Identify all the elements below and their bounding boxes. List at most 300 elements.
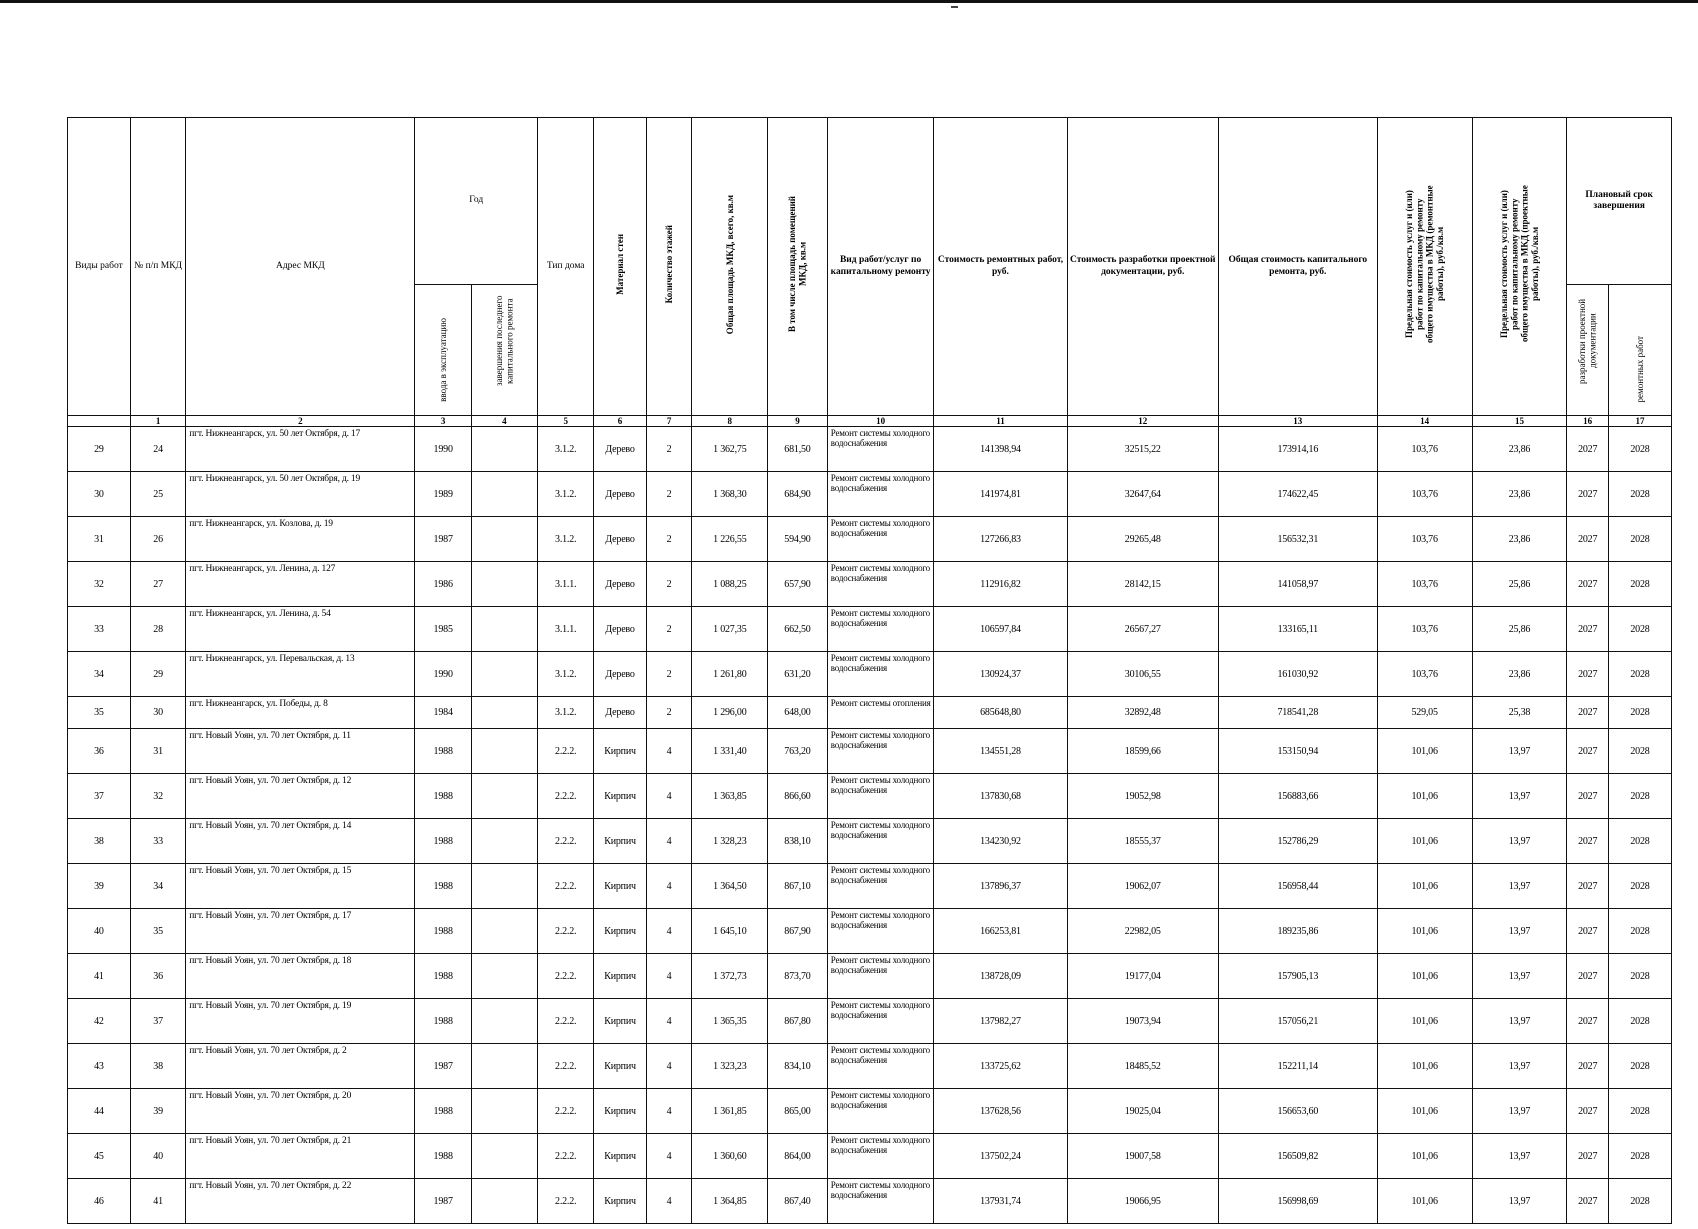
cell-floors: 4 xyxy=(646,774,692,819)
cell-address: пгт. Нижнеангарск, ул. Ленина, д. 127 xyxy=(186,562,415,607)
cell-address: пгт. Новый Уоян, ул. 70 лет Октября, д. 15 xyxy=(186,864,415,909)
cell-total-cost: 156998,69 xyxy=(1218,1179,1377,1224)
cell-year-commissioned: 1988 xyxy=(415,729,471,774)
cell-house-type: 2.2.2. xyxy=(537,999,593,1044)
cell-repair-cost: 137830,68 xyxy=(934,774,1067,819)
cell-floors: 4 xyxy=(646,1089,692,1134)
cell-limit-repair: 101,06 xyxy=(1377,1089,1472,1134)
header-work-type: Виды работ xyxy=(68,118,131,416)
cell-wall-material: Кирпич xyxy=(594,1134,646,1179)
cell-wall-material: Дерево xyxy=(594,562,646,607)
cell-repair-cost: 137502,24 xyxy=(934,1134,1067,1179)
cell-service-type: Ремонт системы холодного водоснабжения xyxy=(827,1089,934,1134)
header-limit-repair: Предельная стоимость услуг и (или) работ по капитальному ремонту общего имущества в МКД (ремонтные работы), руб./кв.м xyxy=(1403,185,1445,344)
cell-wall-material: Дерево xyxy=(594,697,646,729)
cell-term-repair: 2028 xyxy=(1608,909,1671,954)
cell-address: пгт. Новый Уоян, ул. 70 лет Октября, д. 14 xyxy=(186,819,415,864)
cell-year-last-repair xyxy=(471,819,537,864)
cell-wall-material: Кирпич xyxy=(594,1089,646,1134)
cell-term-design: 2027 xyxy=(1567,427,1609,472)
cell-address: пгт. Нижнеангарск, ул. Ленина, д. 54 xyxy=(186,607,415,652)
table-row xyxy=(68,427,1672,472)
column-number: 10 xyxy=(827,416,934,427)
cell-service-type: Ремонт системы холодного водоснабжения xyxy=(827,1044,934,1089)
table-row xyxy=(68,607,1672,652)
cell-term-repair: 2028 xyxy=(1608,774,1671,819)
column-number: 6 xyxy=(594,416,646,427)
cell-limit-design: 25,86 xyxy=(1472,607,1567,652)
cell-service-type: Ремонт системы холодного водоснабжения xyxy=(827,819,934,864)
cell-total-area: 1 645,10 xyxy=(692,909,768,954)
cell-limit-design: 13,97 xyxy=(1472,999,1567,1044)
cell-year-last-repair xyxy=(471,1044,537,1089)
cell-premises-area: 763,20 xyxy=(768,729,828,774)
cell-mkd-number: 41 xyxy=(130,1179,185,1224)
cell-address: пгт. Новый Уоян, ул. 70 лет Октября, д. 12 xyxy=(186,774,415,819)
cell-service-type: Ремонт системы холодного водоснабжения xyxy=(827,729,934,774)
cell-repair-cost: 137931,74 xyxy=(934,1179,1067,1224)
cell-row-number: 44 xyxy=(68,1089,131,1134)
table-body xyxy=(68,427,1672,1224)
cell-repair-cost: 106597,84 xyxy=(934,607,1067,652)
cell-row-number: 45 xyxy=(68,1134,131,1179)
cell-limit-repair: 103,76 xyxy=(1377,652,1472,697)
cell-repair-cost: 134230,92 xyxy=(934,819,1067,864)
cell-mkd-number: 33 xyxy=(130,819,185,864)
cell-mkd-number: 38 xyxy=(130,1044,185,1089)
cell-address: пгт. Новый Уоян, ул. 70 лет Октября, д. 19 xyxy=(186,999,415,1044)
header-year-commissioned: ввода в эксплуатацию xyxy=(437,318,448,402)
cell-limit-repair: 101,06 xyxy=(1377,999,1472,1044)
cell-total-cost: 157905,13 xyxy=(1218,954,1377,999)
cell-limit-design: 23,86 xyxy=(1472,517,1567,562)
cell-term-repair: 2028 xyxy=(1608,999,1671,1044)
cell-total-cost: 153150,94 xyxy=(1218,729,1377,774)
cell-row-number: 38 xyxy=(68,819,131,864)
cell-service-type: Ремонт системы холодного водоснабжения xyxy=(827,1179,934,1224)
cell-mkd-number: 39 xyxy=(130,1089,185,1134)
cell-house-type: 2.2.2. xyxy=(537,1044,593,1089)
column-number: 17 xyxy=(1608,416,1671,427)
cell-term-design: 2027 xyxy=(1567,562,1609,607)
cell-repair-cost: 141398,94 xyxy=(934,427,1067,472)
cell-service-type: Ремонт системы холодного водоснабжения xyxy=(827,774,934,819)
header-repair-cost: Стоимость ремонтных работ, руб. xyxy=(934,118,1067,416)
header-term-repair: ремонтных работ xyxy=(1634,335,1645,402)
cell-year-commissioned: 1987 xyxy=(415,1179,471,1224)
cell-limit-design: 25,86 xyxy=(1472,562,1567,607)
cell-house-type: 3.1.1. xyxy=(537,607,593,652)
cell-floors: 4 xyxy=(646,1044,692,1089)
table-row xyxy=(68,954,1672,999)
cell-row-number: 46 xyxy=(68,1179,131,1224)
cell-term-repair: 2028 xyxy=(1608,697,1671,729)
cell-total-cost: 161030,92 xyxy=(1218,652,1377,697)
cell-premises-area: 866,60 xyxy=(768,774,828,819)
cell-total-area: 1 027,35 xyxy=(692,607,768,652)
cell-address: пгт. Новый Уоян, ул. 70 лет Октября, д. 11 xyxy=(186,729,415,774)
cell-term-repair: 2028 xyxy=(1608,1044,1671,1089)
cell-design-cost: 28142,15 xyxy=(1067,562,1218,607)
cell-total-area: 1 372,73 xyxy=(692,954,768,999)
cell-design-cost: 19062,07 xyxy=(1067,864,1218,909)
table-row xyxy=(68,909,1672,954)
cell-term-repair: 2028 xyxy=(1608,864,1671,909)
cell-total-cost: 173914,16 xyxy=(1218,427,1377,472)
cell-limit-design: 13,97 xyxy=(1472,954,1567,999)
cell-limit-design: 13,97 xyxy=(1472,1134,1567,1179)
cell-wall-material: Кирпич xyxy=(594,819,646,864)
cell-limit-repair: 101,06 xyxy=(1377,729,1472,774)
cell-premises-area: 864,00 xyxy=(768,1134,828,1179)
cell-premises-area: 867,10 xyxy=(768,864,828,909)
column-number: 7 xyxy=(646,416,692,427)
cell-wall-material: Кирпич xyxy=(594,999,646,1044)
cell-term-design: 2027 xyxy=(1567,819,1609,864)
header-address: Адрес МКД xyxy=(186,118,415,416)
cell-total-area: 1 364,50 xyxy=(692,864,768,909)
cell-year-commissioned: 1988 xyxy=(415,999,471,1044)
cell-term-repair: 2028 xyxy=(1608,562,1671,607)
header-total-cost: Общая стоимость капитального ремонта, руб. xyxy=(1218,118,1377,416)
cell-total-cost: 156883,66 xyxy=(1218,774,1377,819)
cell-year-commissioned: 1990 xyxy=(415,427,471,472)
cell-year-commissioned: 1986 xyxy=(415,562,471,607)
column-number: 4 xyxy=(471,416,537,427)
cell-wall-material: Дерево xyxy=(594,607,646,652)
cell-total-cost: 174622,45 xyxy=(1218,472,1377,517)
cell-total-area: 1 368,30 xyxy=(692,472,768,517)
cell-total-area: 1 365,35 xyxy=(692,999,768,1044)
cell-year-last-repair xyxy=(471,864,537,909)
cell-limit-repair: 101,06 xyxy=(1377,1179,1472,1224)
cell-total-area: 1 331,40 xyxy=(692,729,768,774)
cell-repair-cost: 137628,56 xyxy=(934,1089,1067,1134)
cell-total-area: 1 088,25 xyxy=(692,562,768,607)
cell-row-number: 35 xyxy=(68,697,131,729)
cell-limit-repair: 101,06 xyxy=(1377,819,1472,864)
cell-wall-material: Дерево xyxy=(594,427,646,472)
cell-year-commissioned: 1989 xyxy=(415,472,471,517)
cell-total-cost: 718541,28 xyxy=(1218,697,1377,729)
cell-year-commissioned: 1988 xyxy=(415,954,471,999)
cell-premises-area: 657,90 xyxy=(768,562,828,607)
cell-design-cost: 32515,22 xyxy=(1067,427,1218,472)
cell-total-area: 1 323,23 xyxy=(692,1044,768,1089)
cell-mkd-number: 27 xyxy=(130,562,185,607)
cell-year-last-repair xyxy=(471,472,537,517)
cell-design-cost: 19177,04 xyxy=(1067,954,1218,999)
cell-address: пгт. Новый Уоян, ул. 70 лет Октября, д. 20 xyxy=(186,1089,415,1134)
cell-service-type: Ремонт системы холодного водоснабжения xyxy=(827,954,934,999)
cell-house-type: 3.1.2. xyxy=(537,427,593,472)
cell-house-type: 2.2.2. xyxy=(537,909,593,954)
cell-house-type: 2.2.2. xyxy=(537,819,593,864)
cell-service-type: Ремонт системы холодного водоснабжения xyxy=(827,607,934,652)
header-total-area: Общая площадь МКД, всего, кв.м xyxy=(724,194,735,334)
cell-address: пгт. Новый Уоян, ул. 70 лет Октября, д. 18 xyxy=(186,954,415,999)
cell-term-design: 2027 xyxy=(1567,1179,1609,1224)
cell-term-repair: 2028 xyxy=(1608,652,1671,697)
cell-term-repair: 2028 xyxy=(1608,1089,1671,1134)
cell-mkd-number: 29 xyxy=(130,652,185,697)
cell-floors: 2 xyxy=(646,472,692,517)
column-number: 8 xyxy=(692,416,768,427)
cell-floors: 2 xyxy=(646,652,692,697)
cell-floors: 2 xyxy=(646,427,692,472)
cell-premises-area: 834,10 xyxy=(768,1044,828,1089)
cell-term-repair: 2028 xyxy=(1608,1134,1671,1179)
cell-premises-area: 631,20 xyxy=(768,652,828,697)
cell-year-commissioned: 1987 xyxy=(415,517,471,562)
cell-total-cost: 189235,86 xyxy=(1218,909,1377,954)
repair-program-table xyxy=(67,117,1672,1224)
cell-term-design: 2027 xyxy=(1567,864,1609,909)
cell-year-last-repair xyxy=(471,909,537,954)
cell-design-cost: 19025,04 xyxy=(1067,1089,1218,1134)
cell-limit-design: 13,97 xyxy=(1472,1179,1567,1224)
cell-premises-area: 873,70 xyxy=(768,954,828,999)
cell-term-repair: 2028 xyxy=(1608,427,1671,472)
table-row xyxy=(68,652,1672,697)
cell-design-cost: 32647,64 xyxy=(1067,472,1218,517)
cell-floors: 4 xyxy=(646,1179,692,1224)
table-row xyxy=(68,1044,1672,1089)
cell-wall-material: Кирпич xyxy=(594,774,646,819)
cell-term-design: 2027 xyxy=(1567,652,1609,697)
cell-mkd-number: 40 xyxy=(130,1134,185,1179)
cell-total-area: 1 226,55 xyxy=(692,517,768,562)
cell-year-last-repair xyxy=(471,427,537,472)
cell-design-cost: 18599,66 xyxy=(1067,729,1218,774)
cell-year-last-repair xyxy=(471,517,537,562)
cell-mkd-number: 28 xyxy=(130,607,185,652)
cell-design-cost: 19052,98 xyxy=(1067,774,1218,819)
cell-total-cost: 156958,44 xyxy=(1218,864,1377,909)
cell-total-area: 1 363,85 xyxy=(692,774,768,819)
cell-row-number: 31 xyxy=(68,517,131,562)
cell-total-area: 1 261,80 xyxy=(692,652,768,697)
table-row xyxy=(68,697,1672,729)
cell-mkd-number: 30 xyxy=(130,697,185,729)
cell-service-type: Ремонт системы холодного водоснабжения xyxy=(827,652,934,697)
cell-total-cost: 141058,97 xyxy=(1218,562,1377,607)
column-number: 9 xyxy=(768,416,828,427)
cell-limit-repair: 101,06 xyxy=(1377,864,1472,909)
cell-repair-cost: 138728,09 xyxy=(934,954,1067,999)
cell-house-type: 2.2.2. xyxy=(537,1089,593,1134)
cell-premises-area: 867,80 xyxy=(768,999,828,1044)
cell-year-last-repair xyxy=(471,1134,537,1179)
cell-limit-repair: 529,05 xyxy=(1377,697,1472,729)
cell-floors: 4 xyxy=(646,864,692,909)
table-row xyxy=(68,562,1672,607)
cell-row-number: 42 xyxy=(68,999,131,1044)
header-service-type: Вид работ/услуг по капитальному ремонту xyxy=(827,118,934,416)
cell-term-repair: 2028 xyxy=(1608,517,1671,562)
cell-repair-cost: 141974,81 xyxy=(934,472,1067,517)
cell-total-area: 1 362,75 xyxy=(692,427,768,472)
cell-mkd-number: 26 xyxy=(130,517,185,562)
cell-limit-repair: 101,06 xyxy=(1377,1134,1472,1179)
cell-term-design: 2027 xyxy=(1567,1134,1609,1179)
cell-house-type: 3.1.2. xyxy=(537,697,593,729)
cell-term-design: 2027 xyxy=(1567,607,1609,652)
cell-premises-area: 867,40 xyxy=(768,1179,828,1224)
cell-design-cost: 32892,48 xyxy=(1067,697,1218,729)
cell-year-commissioned: 1984 xyxy=(415,697,471,729)
cell-house-type: 3.1.1. xyxy=(537,562,593,607)
cell-floors: 4 xyxy=(646,999,692,1044)
scan-top-edge xyxy=(0,0,1698,3)
cell-design-cost: 18555,37 xyxy=(1067,819,1218,864)
cell-row-number: 32 xyxy=(68,562,131,607)
cell-repair-cost: 166253,81 xyxy=(934,909,1067,954)
cell-address: пгт. Нижнеангарск, ул. Перевальская, д. 13 xyxy=(186,652,415,697)
cell-year-last-repair xyxy=(471,999,537,1044)
header-wall-material: Материал стен xyxy=(614,233,625,295)
cell-year-commissioned: 1987 xyxy=(415,1044,471,1089)
cell-house-type: 2.2.2. xyxy=(537,774,593,819)
cell-service-type: Ремонт системы холодного водоснабжения xyxy=(827,427,934,472)
cell-floors: 4 xyxy=(646,954,692,999)
cell-address: пгт. Нижнеангарск, ул. 50 лет Октября, д. 19 xyxy=(186,472,415,517)
cell-design-cost: 26567,27 xyxy=(1067,607,1218,652)
cell-floors: 2 xyxy=(646,697,692,729)
header-year: Год xyxy=(415,118,538,285)
cell-premises-area: 867,90 xyxy=(768,909,828,954)
column-number: 16 xyxy=(1567,416,1609,427)
cell-service-type: Ремонт системы холодного водоснабжения xyxy=(827,864,934,909)
cell-floors: 2 xyxy=(646,607,692,652)
cell-limit-design: 13,97 xyxy=(1472,774,1567,819)
cell-limit-repair: 101,06 xyxy=(1377,909,1472,954)
cell-year-commissioned: 1988 xyxy=(415,774,471,819)
cell-total-cost: 152786,29 xyxy=(1218,819,1377,864)
cell-wall-material: Кирпич xyxy=(594,954,646,999)
cell-limit-repair: 103,76 xyxy=(1377,427,1472,472)
cell-term-repair: 2028 xyxy=(1608,729,1671,774)
cell-row-number: 34 xyxy=(68,652,131,697)
cell-premises-area: 838,10 xyxy=(768,819,828,864)
cell-row-number: 43 xyxy=(68,1044,131,1089)
cell-address: пгт. Нижнеангарск, ул. Победы, д. 8 xyxy=(186,697,415,729)
cell-mkd-number: 31 xyxy=(130,729,185,774)
cell-repair-cost: 137982,27 xyxy=(934,999,1067,1044)
cell-floors: 4 xyxy=(646,729,692,774)
cell-limit-repair: 103,76 xyxy=(1377,517,1472,562)
cell-limit-repair: 103,76 xyxy=(1377,562,1472,607)
cell-total-area: 1 364,85 xyxy=(692,1179,768,1224)
table-row xyxy=(68,517,1672,562)
cell-service-type: Ремонт системы холодного водоснабжения xyxy=(827,472,934,517)
cell-address: пгт. Новый Уоян, ул. 70 лет Октября, д. 22 xyxy=(186,1179,415,1224)
cell-limit-repair: 103,76 xyxy=(1377,607,1472,652)
column-number: 2 xyxy=(186,416,415,427)
cell-limit-design: 25,38 xyxy=(1472,697,1567,729)
cell-repair-cost: 137896,37 xyxy=(934,864,1067,909)
cell-total-cost: 133165,11 xyxy=(1218,607,1377,652)
column-number: 3 xyxy=(415,416,471,427)
cell-service-type: Ремонт системы отопления xyxy=(827,697,934,729)
cell-premises-area: 594,90 xyxy=(768,517,828,562)
column-number: 5 xyxy=(537,416,593,427)
cell-floors: 4 xyxy=(646,1134,692,1179)
cell-term-repair: 2028 xyxy=(1608,607,1671,652)
cell-year-last-repair xyxy=(471,729,537,774)
header-term-design: разработки проектной документации xyxy=(1577,298,1598,384)
cell-term-design: 2027 xyxy=(1567,1044,1609,1089)
cell-service-type: Ремонт системы холодного водоснабжения xyxy=(827,909,934,954)
cell-wall-material: Кирпич xyxy=(594,909,646,954)
table-row xyxy=(68,729,1672,774)
cell-house-type: 2.2.2. xyxy=(537,1134,593,1179)
cell-design-cost: 30106,55 xyxy=(1067,652,1218,697)
cell-year-commissioned: 1988 xyxy=(415,909,471,954)
cell-floors: 4 xyxy=(646,819,692,864)
cell-address: пгт. Новый Уоян, ул. 70 лет Октября, д. 21 xyxy=(186,1134,415,1179)
cell-mkd-number: 25 xyxy=(130,472,185,517)
cell-term-repair: 2028 xyxy=(1608,1179,1671,1224)
cell-repair-cost: 685648,80 xyxy=(934,697,1067,729)
cell-row-number: 36 xyxy=(68,729,131,774)
cell-design-cost: 29265,48 xyxy=(1067,517,1218,562)
cell-house-type: 3.1.2. xyxy=(537,472,593,517)
cell-row-number: 40 xyxy=(68,909,131,954)
table-row xyxy=(68,819,1672,864)
cell-house-type: 2.2.2. xyxy=(537,864,593,909)
cell-repair-cost: 130924,37 xyxy=(934,652,1067,697)
cell-term-design: 2027 xyxy=(1567,1089,1609,1134)
cell-total-area: 1 328,23 xyxy=(692,819,768,864)
column-number: 15 xyxy=(1472,416,1567,427)
document-sheet xyxy=(67,117,1672,1224)
cell-year-commissioned: 1988 xyxy=(415,864,471,909)
header-floors: Количество этажей xyxy=(663,225,674,304)
header-house-type: Тип дома xyxy=(537,118,593,416)
cell-limit-design: 13,97 xyxy=(1472,729,1567,774)
cell-year-commissioned: 1985 xyxy=(415,607,471,652)
cell-limit-design: 23,86 xyxy=(1472,652,1567,697)
header-mkd-number: № п/п МКД xyxy=(130,118,185,416)
header-row-main xyxy=(68,118,1672,285)
cell-premises-area: 662,50 xyxy=(768,607,828,652)
cell-mkd-number: 37 xyxy=(130,999,185,1044)
cell-address: пгт. Нижнеангарск, ул. Козлова, д. 19 xyxy=(186,517,415,562)
cell-service-type: Ремонт системы холодного водоснабжения xyxy=(827,999,934,1044)
cell-limit-design: 13,97 xyxy=(1472,864,1567,909)
cell-row-number: 30 xyxy=(68,472,131,517)
cell-limit-design: 13,97 xyxy=(1472,909,1567,954)
cell-repair-cost: 133725,62 xyxy=(934,1044,1067,1089)
header-design-cost: Стоимость разработки проектной документации, руб. xyxy=(1067,118,1218,416)
cell-term-design: 2027 xyxy=(1567,999,1609,1044)
cell-term-design: 2027 xyxy=(1567,909,1609,954)
cell-house-type: 2.2.2. xyxy=(537,729,593,774)
cell-address: пгт. Нижнеангарск, ул. 50 лет Октября, д. 17 xyxy=(186,427,415,472)
cell-row-number: 39 xyxy=(68,864,131,909)
cell-year-last-repair xyxy=(471,697,537,729)
cell-term-design: 2027 xyxy=(1567,774,1609,819)
cell-term-design: 2027 xyxy=(1567,517,1609,562)
cell-total-cost: 156653,60 xyxy=(1218,1089,1377,1134)
cell-total-cost: 156532,31 xyxy=(1218,517,1377,562)
cell-term-design: 2027 xyxy=(1567,697,1609,729)
cell-house-type: 3.1.2. xyxy=(537,652,593,697)
cell-mkd-number: 35 xyxy=(130,909,185,954)
cell-address: пгт. Новый Уоян, ул. 70 лет Октября, д. 2 xyxy=(186,1044,415,1089)
cell-limit-repair: 103,76 xyxy=(1377,472,1472,517)
